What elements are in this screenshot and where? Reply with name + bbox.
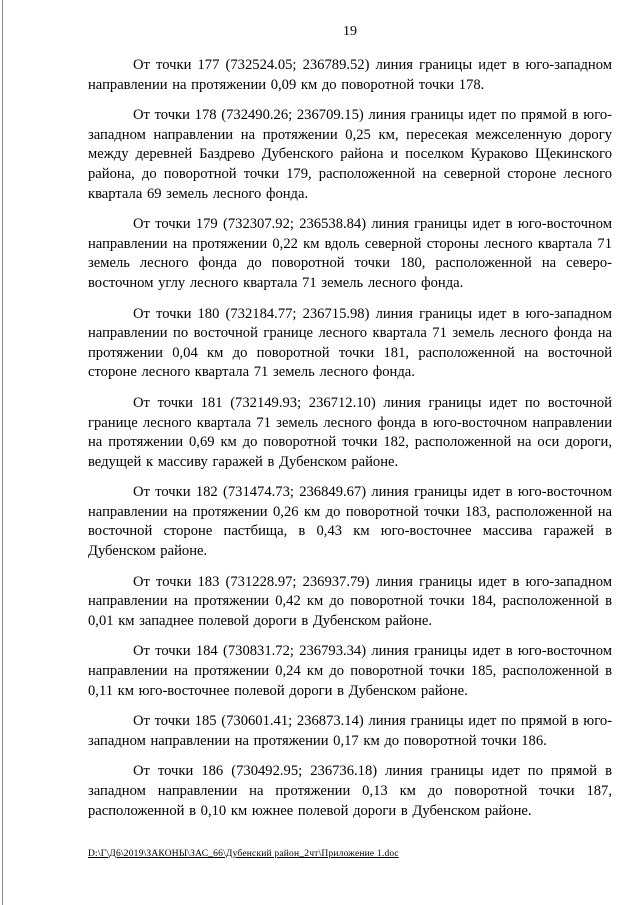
paragraph-point-179: От точки 179 (732307.92; 236538.84) линия границы идет в юго-восточном направлении на протяжении 0,22 км вдоль северной стороны лесного квартала 71 земель лесного фонда до поворотной точки 180, расположенной на северо-восточном углу лесного квартала 71 земель лесного фонда. bbox=[88, 216, 612, 291]
paragraph-point-177: От точки 177 (732524.05; 236789.52) линия границы идет в юго-западном направлении на протяжении 0,09 км до поворотной точки 178. bbox=[88, 57, 612, 93]
paragraph-point-185: От точки 185 (730601.41; 236873.14) линия границы идет по прямой в юго-западном направлении на протяжении 0,17 км до поворотной точки 186. bbox=[88, 713, 612, 749]
page-number: 19 bbox=[343, 24, 357, 39]
paragraph-point-183: От точки 183 (731228.97; 236937.79) линия границы идет в юго-западном направлении на протяжении 0,42 км до поворотной точки 184, расположенной в 0,01 км западнее полевой дороги в Дубенском районе. bbox=[88, 573, 612, 629]
footer-file-path: D:\Г\Д6\2019\ЗАКОНЫ\ЗАС_66\Дубенский район_2чт\Приложение 1.doc bbox=[88, 849, 399, 859]
paragraph-point-182: От точки 182 (731474.73; 236849.67) линия границы идет в юго-восточном направлении на протяжении 0,26 км до поворотной точки 183, расположенной на восточной стороне пастбища, в 0,43 км юго-восточнее массива гаражей в Дубенском районе. bbox=[88, 484, 612, 560]
paragraph-point-180: От точки 180 (732184.77; 236715.98) линия границы идет в юго-западном направлении по восточной границе лесного квартала 71 земель лесного фонда на протяжении 0,04 км до поворотной точки 181, расположенной на восточной стороне лесного квартала 71 земель лесного фонда. bbox=[88, 305, 612, 381]
paragraph-point-186: От точки 186 (730492.95; 236736.18) линия границы идет по прямой в западном направлении на протяжении 0,13 км до поворотной точки 187, расположенной в 0,10 км южнее полевой дороги в Дубенском районе. bbox=[88, 763, 612, 819]
document-body bbox=[88, 56, 612, 821]
paragraph-point-184: От точки 184 (730831.72; 236793.34) линия границы идет в юго-восточном направлении на протяжении 0,24 км до поворотной точки 185, расположенной в 0,11 км юго-восточнее полевой дороги в Дубенском районе. bbox=[88, 643, 612, 699]
paragraph-point-178: От точки 178 (732490.26; 236709.15) линия границы идет по прямой в юго-западном направлении на протяжении 0,25 км, пересекая межселенную дорогу между деревней Баздрево Дубенского района и поселком Кураково Щекинского района, до поворотной точки 179, расположенной на северной стороне лесного квартала 69 земель лесного фонда. bbox=[88, 107, 612, 202]
paragraph-point-181: От точки 181 (732149.93; 236712.10) линия границы идет по восточной границе лесного квартала 71 земель лесного фонда в юго-восточном направлении на протяжении 0,69 км до поворотной точки 182, расположенной на оси дороги, ведущей к массиву гаражей в Дубенском районе. bbox=[88, 394, 612, 470]
